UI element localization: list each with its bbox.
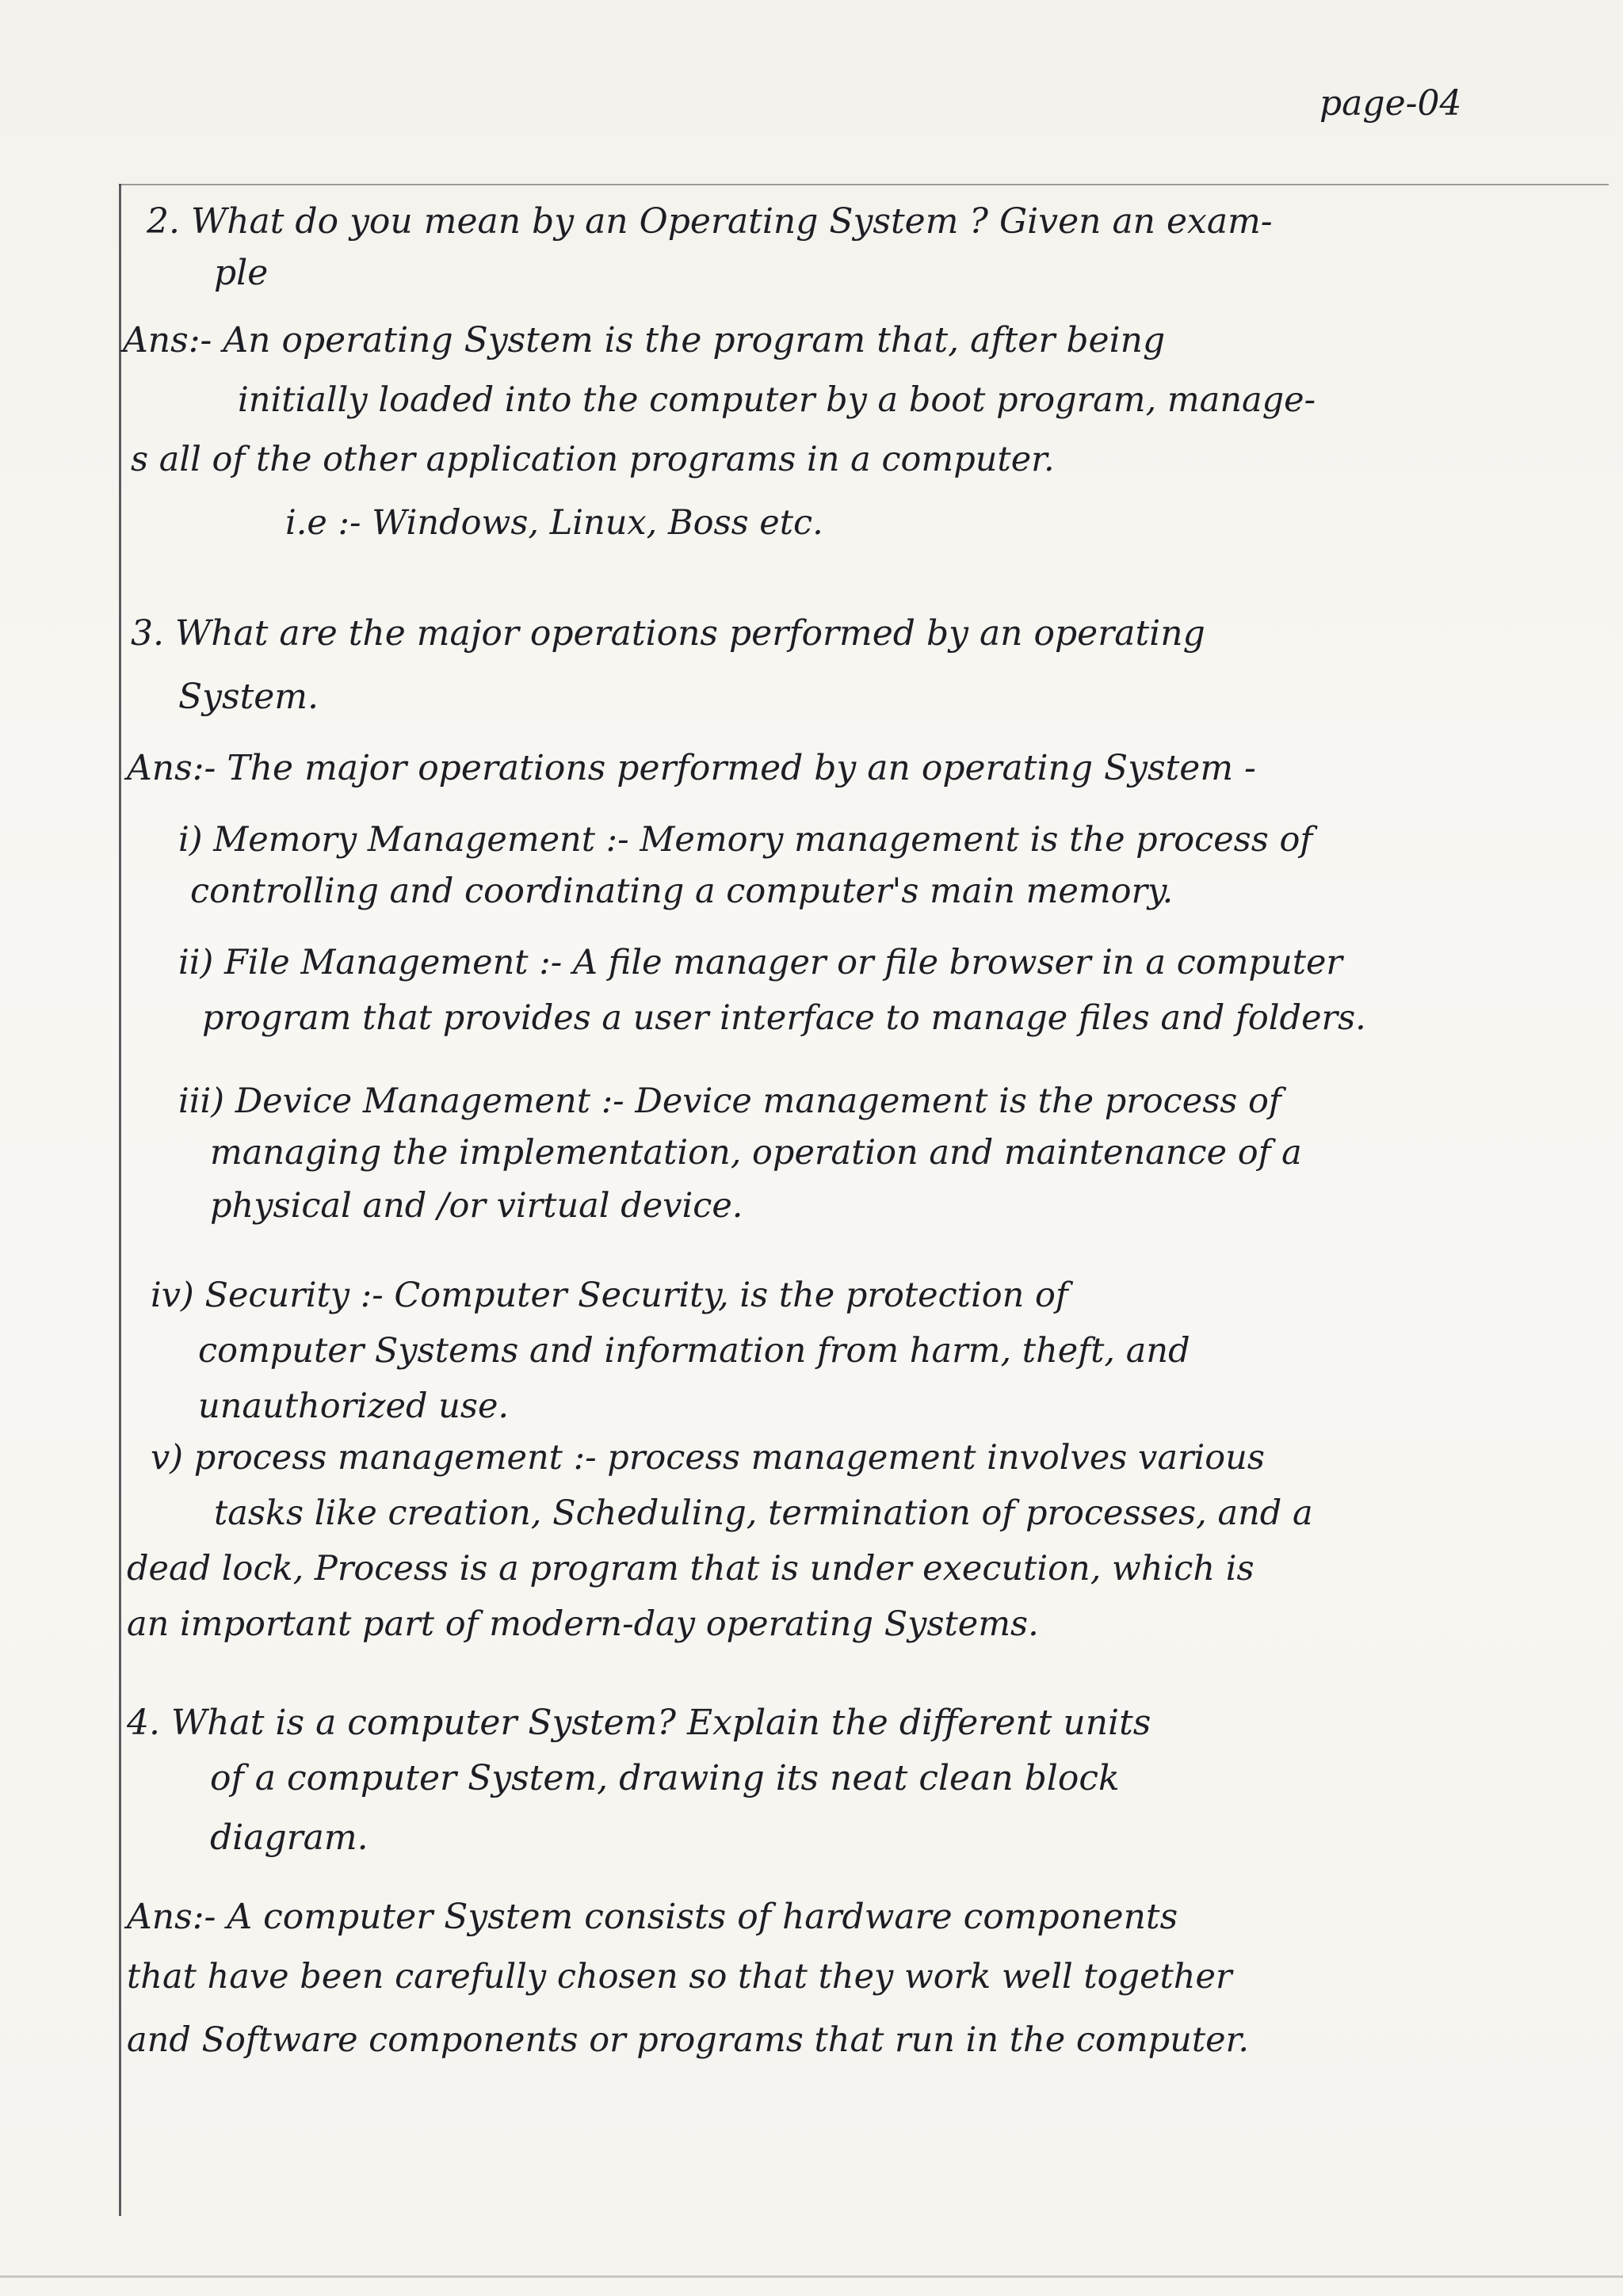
- answer-3-item-2-line-2: program that provides a user interface to manage files and folders.: [202, 998, 1366, 1038]
- ruled-line: [119, 184, 1609, 185]
- answer-3-item-1-line-1: i) Memory Management :- Memory management is the process of: [178, 820, 1313, 860]
- answer-2-examples: i.e :- Windows, Linux, Boss etc.: [285, 503, 823, 543]
- question-3-line-2: System.: [178, 677, 319, 717]
- answer-4-line-2: that have been carefully chosen so that they work well together: [127, 1957, 1232, 1997]
- answer-3-item-4-line-2: computer Systems and information from harm, theft, and: [198, 1331, 1190, 1371]
- question-4-line-1: 4. What is a computer System? Explain the different units: [127, 1703, 1151, 1743]
- answer-3-item-5-line-2: tasks like creation, Scheduling, termination of processes, and a: [214, 1493, 1313, 1533]
- answer-3-item-5-line-3: dead lock, Process is a program that is under execution, which is: [127, 1549, 1254, 1589]
- question-4-line-2: of a computer System, drawing its neat clean block: [210, 1758, 1120, 1798]
- answer-3-item-5-line-1: v) process management :- process management involves various: [151, 1438, 1265, 1478]
- question-2-line-1: 2. What do you mean by an Operating System ? Given an exam-: [147, 201, 1273, 242]
- answer-3-intro: Ans:- The major operations performed by an operating System -: [127, 748, 1256, 788]
- answer-4-line-1: Ans:- A computer System consists of hardware components: [127, 1897, 1178, 1937]
- answer-2-line-1: Ans:- An operating System is the program that, after being: [123, 320, 1166, 360]
- page-bottom-edge: [0, 2275, 1623, 2278]
- question-4-line-3: diagram.: [210, 1817, 369, 1858]
- page-number: page-04: [1319, 83, 1462, 124]
- answer-2-line-3: s all of the other application programs in a computer.: [131, 440, 1055, 479]
- answer-3-item-4-line-3: unauthorized use.: [198, 1386, 510, 1426]
- margin-line: [119, 184, 121, 2216]
- answer-3-item-5-line-4: an important part of modern-day operating Systems.: [127, 1604, 1039, 1644]
- answer-4-line-3: and Software components or programs that run in the computer.: [127, 2020, 1250, 2060]
- answer-3-item-3-line-2: managing the implementation, operation and maintenance of a: [210, 1133, 1302, 1173]
- answer-3-item-1-line-2: controlling and coordinating a computer's main memory.: [190, 871, 1174, 911]
- answer-3-item-2-line-1: ii) File Management :- A file manager or file browser in a computer: [178, 943, 1342, 982]
- answer-3-item-3-line-1: iii) Device Management :- Device management is the process of: [178, 1081, 1281, 1121]
- answer-2-line-2: initially loaded into the computer by a boot program, manage-: [238, 380, 1316, 420]
- answer-3-item-3-line-3: physical and /or virtual device.: [210, 1186, 743, 1226]
- question-2-line-2: ple: [214, 253, 269, 293]
- question-3-line-1: 3. What are the major operations performed by an operating: [131, 613, 1205, 654]
- answer-3-item-4-line-1: iv) Security :- Computer Security, is the protection of: [151, 1276, 1068, 1315]
